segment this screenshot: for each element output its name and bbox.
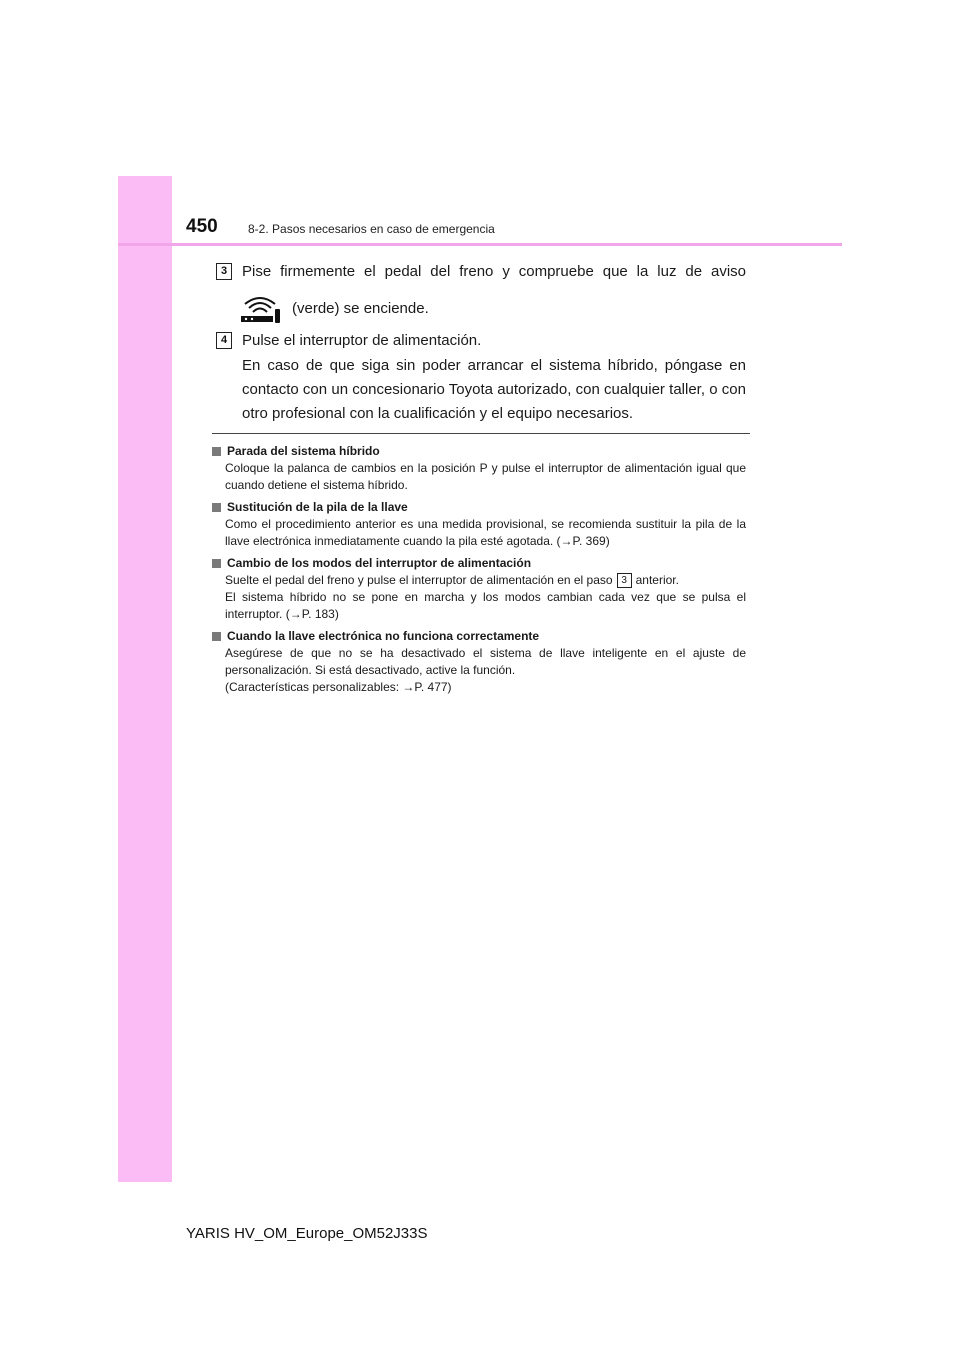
hybrid-ready-indicator-icon: [240, 292, 282, 324]
note-text: [225, 572, 746, 589]
footer-model-code: YARIS HV_OM_Europe_OM52J33S: [186, 1225, 428, 1242]
square-bullet-icon: [212, 503, 221, 512]
note-text: (Características personalizables: →P. 477): [225, 680, 452, 694]
note-text: Como el procedimiento anterior es una medida provisional, se recomienda sustituir la pila de la llave electrónica inmediatamente cuando la pila esté agotada. (→P. 369): [225, 517, 746, 548]
chapter-sidebar: [118, 176, 172, 1182]
note-text: Coloque la palanca de cambios en la posición P y pulse el interruptor de alimentación igual que cuando detiene el sistema híbrido.: [225, 461, 746, 492]
section-title: 8-2. Pasos necesarios en caso de emergencia: [248, 222, 495, 236]
note-text-part: anterior.: [635, 573, 679, 587]
step-3: [216, 260, 746, 284]
notes-section: [212, 443, 746, 701]
divider: [212, 433, 750, 434]
square-bullet-icon: [212, 632, 221, 641]
note-text: Asegúrese de que no se ha desactivado el sistema de llave inteligente en el ajuste de personalización. Si está desactivado, active la función.: [225, 646, 746, 677]
square-bullet-icon: [212, 559, 221, 568]
help-paragraph: En caso de que siga sin poder arrancar el sistema híbrido, póngase en contacto con un concesionario Toyota autorizado, con cualquier taller, o con otro profesional con la cualificación y el equipo necesarios.: [242, 357, 746, 422]
page-number: 450: [186, 216, 218, 237]
step-number: 3: [216, 263, 232, 280]
note-item: [212, 443, 746, 494]
note-title: Cuando la llave electrónica no funciona correctamente: [227, 629, 540, 643]
note-item: [212, 555, 746, 623]
note-title: Cambio de los modos del interruptor de alimentación: [227, 556, 532, 570]
note-title: Sustitución de la pila de la llave: [227, 500, 408, 514]
square-bullet-icon: [212, 447, 221, 456]
header-rule: [118, 243, 842, 246]
step-text: Pulse el interruptor de alimentación.: [242, 332, 482, 349]
step-reference: 3: [617, 573, 632, 588]
note-item: [212, 499, 746, 550]
indicator-text: (verde) se enciende.: [292, 299, 429, 317]
indicator-row: [240, 292, 429, 324]
note-text-part: Suelte el pedal del freno y pulse el interruptor de alimentación en el paso: [225, 573, 613, 587]
note-item: [212, 628, 746, 696]
step-4: [216, 329, 746, 353]
step-text: Pise firmemente el pedal del freno y compruebe que la luz de aviso: [242, 263, 746, 280]
note-title: Parada del sistema híbrido: [227, 444, 380, 458]
step-number: 4: [216, 332, 232, 349]
note-text: El sistema híbrido no se pone en marcha y los modos cambian cada vez que se pulsa el interruptor. (→P. 183): [225, 590, 746, 621]
